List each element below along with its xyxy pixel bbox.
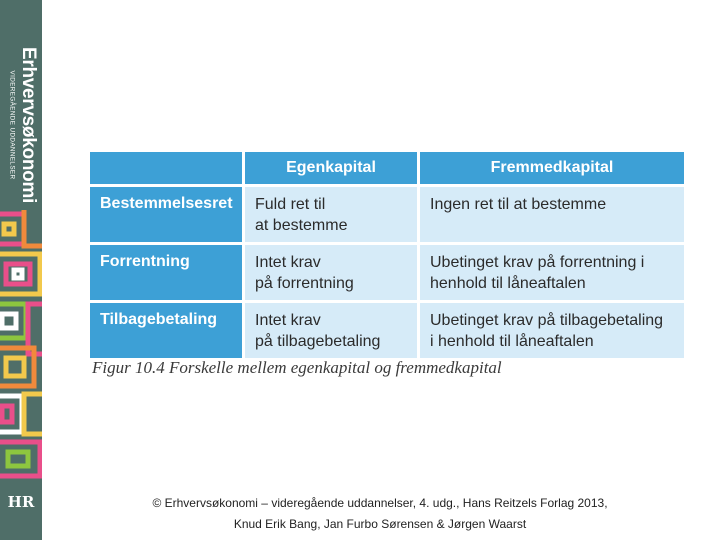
brand-subtitle: VIDEREGÅENDE UDDANNELSER: [8, 70, 16, 180]
cell-line: på tilbagebetaling: [255, 333, 381, 350]
figure-caption: Figur 10.4 Forskelle mellem egenkapital og fremmedkapital: [92, 358, 502, 377]
header-egenkapital: Egenkapital: [245, 152, 420, 184]
brand-title: Erhvervsøkonomi: [18, 47, 39, 203]
cell-line: henhold til låneaftalen: [430, 275, 586, 292]
row-label: Bestemmelsesret: [90, 184, 245, 242]
cell-line: Ubetinget krav på forrentning i: [430, 254, 645, 271]
table-cell: [245, 300, 420, 358]
table-cell: [420, 242, 684, 300]
row-label: Forrentning: [90, 242, 245, 300]
brand-logo: [2, 47, 42, 203]
cell-line: Ubetinget krav på tilbagebetaling: [430, 312, 664, 329]
sidebar: [0, 0, 42, 540]
table-cell: [245, 242, 420, 300]
header-fremmedkapital: Fremmedkapital: [420, 152, 684, 184]
table-cell: [245, 184, 420, 242]
table-row: [90, 300, 684, 358]
table-row: [90, 184, 684, 242]
table-cell: [420, 184, 684, 242]
table-cell: [420, 300, 684, 358]
cell-line: at bestemme: [255, 217, 348, 234]
cell-line: på forrentning: [255, 275, 354, 292]
decorative-pattern-icon: [0, 210, 42, 480]
footer-line: © Erhvervsøkonomi – videregående uddannelser, 4. udg., Hans Reitzels Forlag 2013,: [152, 496, 608, 510]
table-row: [90, 242, 684, 300]
cell-line: Intet krav: [255, 254, 321, 271]
cell-line: Fuld ret til: [255, 196, 326, 213]
publisher-logo: HR: [7, 493, 35, 511]
cell-line: i henhold til låneaftalen: [430, 333, 594, 350]
footer-copyright: [120, 493, 640, 535]
table-header-row: [90, 152, 684, 184]
cell-line: Ingen ret til at bestemme: [430, 196, 607, 213]
footer-line: Knud Erik Bang, Jan Furbo Sørensen & Jørgen Waarst: [233, 517, 527, 531]
cell-line: Intet krav: [255, 312, 321, 329]
header-empty-cell: [90, 152, 245, 184]
row-label: Tilbagebetaling: [90, 300, 245, 358]
comparison-table: [90, 152, 684, 358]
